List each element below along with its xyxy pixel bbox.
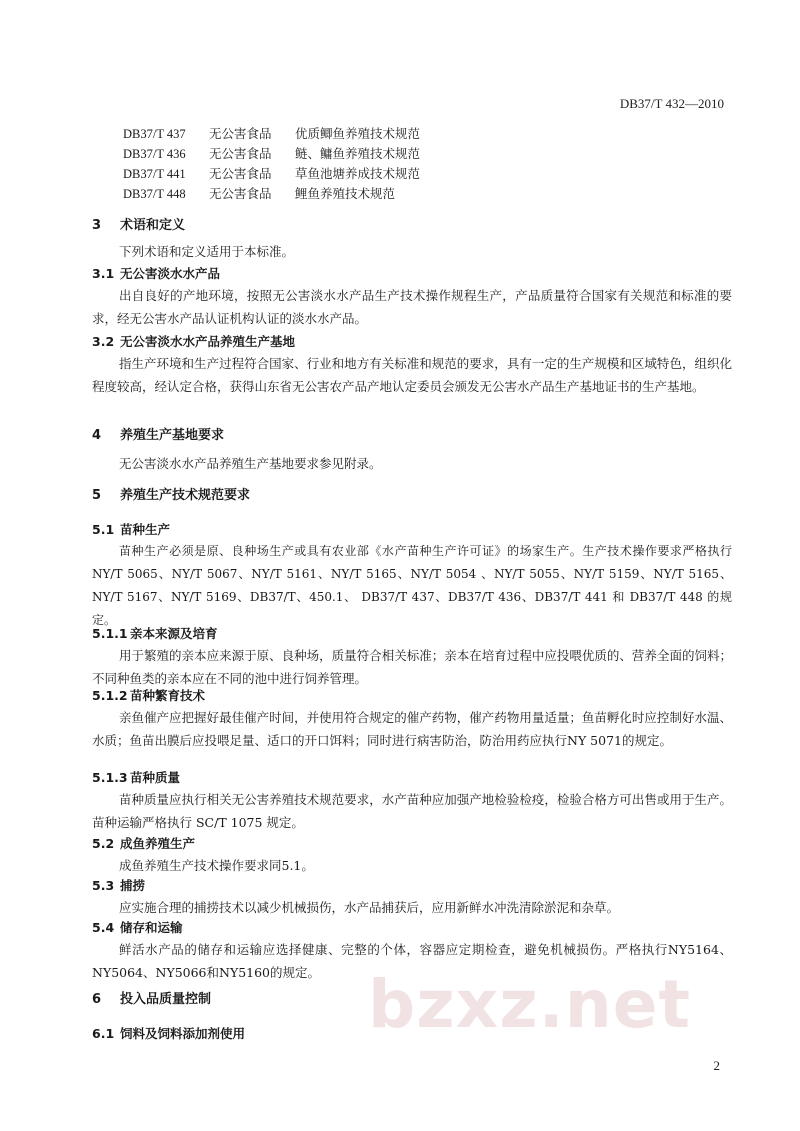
section-heading (92, 264, 732, 284)
section-title: 储存和运输 (120, 920, 183, 935)
section-heading (92, 520, 732, 540)
section-5-1-1 (92, 624, 732, 690)
reference-item (123, 184, 420, 204)
section-4 (92, 426, 732, 475)
section-number: 5.1.1 (92, 626, 128, 641)
section-5-1-2 (92, 686, 732, 752)
reference-item (123, 124, 420, 144)
section-heading (92, 216, 732, 236)
section-number: 5 (92, 488, 102, 503)
section-text: 苗种生产必须是原、良种场生产或具有农业部《水产苗种生产许可证》的场家生产。生产技术操作要求严格执行 NY/T 5065、NY/T 5067、NY/T 5161、NY/T 5165、NY/T 5054 、NY/T 5055、NY/T 5159、NY/T 5165、NY/T 5167、NY/T 5169、DB37/T、450.1、 DB37/T 437、DB37/T 436、DB37/T 441 和 DB37/T 448 的规定。 (92, 544, 732, 627)
section-heading (92, 486, 732, 506)
section-heading (92, 768, 732, 788)
section-text: 鲜活水产品的储存和运输应选择健康、完整的个体，容器应定期检查，避免机械损伤。严格执行NY5164、NY5064、NY5066和NY5160的规定。 (92, 942, 732, 980)
section-3-2 (92, 332, 732, 398)
section-heading (92, 332, 732, 352)
watermark-text: bzxz.net (368, 966, 692, 1043)
section-text: 应实施合理的捕捞技术以减少机械损伤，水产品捕获后，应用新鲜水冲洗清除淤泥和杂草。 (119, 900, 620, 915)
section-heading (92, 624, 732, 644)
document-id-header: DB37/T 432—2010 (619, 96, 724, 111)
section-number: 5.1.3 (92, 770, 128, 785)
section-number: 6.1 (92, 1026, 115, 1041)
section-text: 下列术语和定义适用于本标准。 (119, 244, 295, 259)
section-text: 无公害淡水水产品养殖生产基地要求参见附录。 (119, 456, 382, 471)
section-title: 苗种生产 (120, 522, 171, 537)
reference-title: 优质鲫鱼养殖技术规范 (295, 126, 421, 141)
reference-prefix: 无公害食品 (209, 146, 272, 161)
section-title: 亲本来源及培育 (130, 626, 218, 641)
section-number: 3.1 (92, 266, 115, 281)
reference-prefix: 无公害食品 (209, 186, 272, 201)
section-heading (92, 876, 732, 896)
section-number: 3 (92, 218, 102, 233)
reference-item (123, 144, 420, 164)
section-title: 投入品质量控制 (120, 992, 212, 1007)
reference-code: DB37/T 436 (123, 147, 186, 161)
section-text: 用于繁殖的亲本应来源于原、良种场，质量符合相关标准；亲本在培育过程中应投喂优质的、营养全面的饲料；不同种鱼类的亲本应在不同的池中进行饲养管理。 (92, 648, 732, 686)
section-heading (92, 918, 732, 938)
section-title: 养殖生产基地要求 (120, 428, 225, 443)
section-title: 苗种质量 (130, 770, 181, 785)
section-5-2 (92, 834, 732, 877)
section-text: 苗种质量应执行相关无公害养殖技术规范要求，水产苗种应加强产地检验检疫，检验合格方可出售或用于生产。苗种运输严格执行 SC/T 1075 规定。 (92, 792, 732, 830)
reference-title: 鲤鱼养殖技术规范 (295, 186, 396, 201)
section-heading (92, 686, 732, 706)
section-heading (92, 834, 732, 854)
section-title: 无公害淡水水产品 (120, 266, 221, 281)
page-number: 2 (713, 1058, 720, 1073)
section-title: 养殖生产技术规范要求 (120, 488, 251, 503)
section-5-1-3 (92, 768, 732, 834)
section-5-3 (92, 876, 732, 919)
section-text: 出自良好的产地环境，按照无公害淡水水产品生产技术操作规程生产，产品质量符合国家有关规范和标准的要求，经无公害水产品认证机构认证的淡水水产品。 (92, 288, 732, 326)
section-number: 5.2 (92, 836, 115, 851)
reference-list (123, 124, 420, 204)
reference-item (123, 164, 420, 184)
section-title: 捕捞 (120, 878, 146, 893)
section-number: 6 (92, 992, 102, 1007)
reference-code: DB37/T 448 (123, 187, 186, 201)
section-number: 5.3 (92, 878, 115, 893)
section-number: 5.1.2 (92, 688, 128, 703)
section-5-1 (92, 520, 732, 632)
section-number: 4 (92, 428, 102, 443)
reference-code: DB37/T 441 (123, 167, 186, 181)
section-title: 饲料及饲料添加剂使用 (120, 1026, 246, 1041)
section-title: 苗种繁育技术 (130, 688, 206, 703)
section-number: 5.1 (92, 522, 115, 537)
section-3 (92, 216, 732, 263)
section-3-1 (92, 264, 732, 330)
reference-code: DB37/T 437 (123, 127, 186, 141)
section-text: 成鱼养殖生产技术操作要求同5.1。 (119, 858, 314, 873)
section-text: 亲鱼催产应把握好最佳催产时间，并使用符合规定的催产药物，催产药物用量适量；鱼苗孵化时应控制好水温、水质；鱼苗出膜后应投喂足量、适口的开口饵料；同时进行病害防治，防治用药应执行NY 5071的规定。 (92, 710, 732, 748)
section-title: 无公害淡水水产品养殖生产基地 (120, 334, 296, 349)
reference-prefix: 无公害食品 (209, 126, 272, 141)
section-title: 成鱼养殖生产 (120, 836, 196, 851)
reference-title: 鲢、鳙鱼养殖技术规范 (295, 146, 421, 161)
section-title: 术语和定义 (120, 218, 186, 233)
section-heading (92, 426, 732, 446)
section-number: 5.4 (92, 920, 115, 935)
section-text: 指生产环境和生产过程符合国家、行业和地方有关标准和规范的要求，具有一定的生产规模和区域特色，组织化程度较高，经认定合格，获得山东省无公害农产品产地认定委员会颁发无公害水产品生产基地证书的生产基地。 (92, 356, 732, 394)
section-5 (92, 486, 732, 506)
reference-prefix: 无公害食品 (209, 166, 272, 181)
reference-title: 草鱼池塘养成技术规范 (295, 166, 421, 181)
section-number: 3.2 (92, 334, 115, 349)
